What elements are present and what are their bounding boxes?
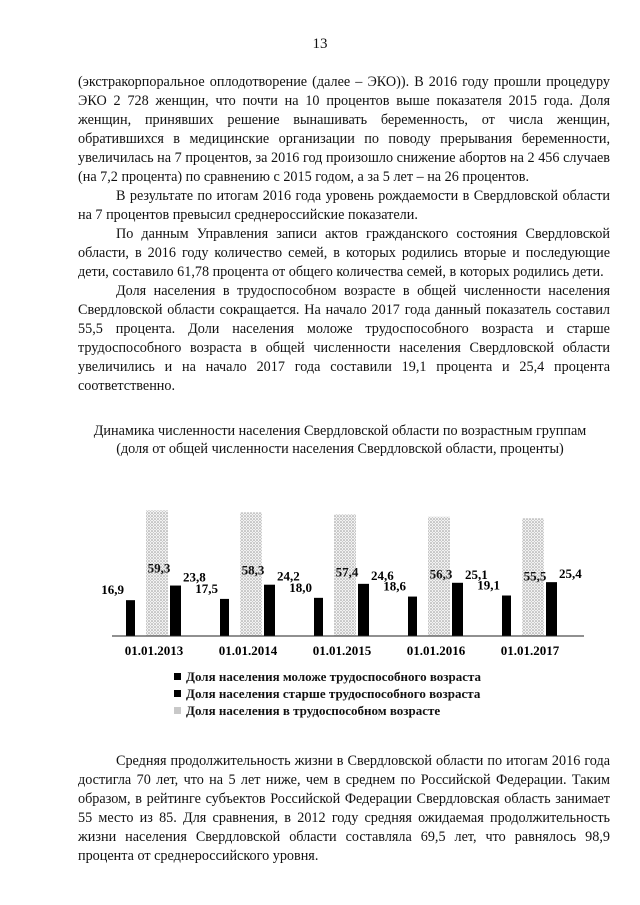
legend-label: Доля населения моложе трудоспособного возраста bbox=[186, 669, 482, 684]
legend-label: Доля населения старше трудоспособного возраста bbox=[186, 686, 481, 701]
data-label: 18,0 bbox=[289, 579, 312, 595]
bar-old bbox=[452, 583, 463, 636]
data-label: 25,4 bbox=[559, 566, 582, 582]
category-label: 01.01.2015 bbox=[312, 643, 372, 658]
data-label: 57,4 bbox=[335, 564, 359, 580]
population-bar-chart bbox=[101, 464, 592, 664]
data-label: 55,5 bbox=[523, 568, 547, 584]
data-label: 58,3 bbox=[241, 562, 265, 578]
legend-swatch-working bbox=[174, 707, 181, 714]
paragraph: Средняя продолжительность жизни в Свердловской области по итогам 2016 года достигла 70 лет, что на 5 лет ниже, чем в среднем по Российской Федерации. Таким образом, в рейтинге субъектов Российской Федерации Свердловская область занимает 55 место из 85. Для сравнения, в 2012 году средняя ожидаемая продолжительность жизни населения Свердловской области составляла 69,5 лет, что равнялось 98,9 процента от среднероссийского уровня. bbox=[78, 753, 610, 864]
data-label: 56,3 bbox=[429, 566, 453, 582]
legend-label: Доля населения в трудоспособном возрасте bbox=[186, 703, 441, 718]
data-label: 16,9 bbox=[101, 582, 124, 598]
data-label: 25,1 bbox=[465, 566, 488, 582]
body-text-bottom bbox=[78, 752, 610, 866]
legend-swatch-young bbox=[174, 673, 181, 680]
page-number: 13 bbox=[312, 36, 328, 52]
chart-title bbox=[60, 422, 620, 458]
data-label: 59,3 bbox=[147, 560, 171, 576]
data-label: 18,6 bbox=[383, 578, 406, 594]
category-label: 01.01.2016 bbox=[406, 643, 466, 658]
data-label: 24,6 bbox=[371, 567, 394, 583]
paragraph: (экстракорпоральное оплодотворение (далее – ЭКО)). В 2016 году прошли процедуру ЭКО 2 728 женщин, что почти на 10 процентов выше показателя 2015 года. Доля женщин, принявших решение вынашивать беременность, от числа женщин, обратившихся в медицинские организации по поводу прерывания беременности, увеличилась на 7 процентов, за 2016 год произошло снижение абортов на 2 456 случаев (на 7,2 процента) по сравнению с 2015 годом, а за 5 лет – на 26 процентов. bbox=[78, 74, 610, 185]
legend-swatch-old bbox=[174, 690, 181, 697]
data-label: 17,5 bbox=[195, 580, 218, 596]
category-label: 01.01.2014 bbox=[218, 643, 278, 658]
bar-young bbox=[126, 600, 135, 636]
chart-legend bbox=[174, 668, 481, 719]
bar-old bbox=[264, 585, 275, 636]
data-label: 19,1 bbox=[477, 577, 500, 593]
paragraph: Доля населения в трудоспособном возрасте в общей численности населения Свердловской области сокращается. На начало 2017 года данный показатель составил 55,5 процента. Доли населения моложе трудоспособного возраста и старше трудоспособного возраста в общей численности населения Свердловской области увеличились и на начало 2017 года составили 19,1 процента и 25,4 процента соответственно. bbox=[78, 283, 610, 394]
bar-old bbox=[358, 584, 369, 636]
bar-young bbox=[502, 596, 511, 636]
legend-item bbox=[174, 668, 481, 685]
body-text-top bbox=[78, 73, 610, 396]
paragraph: В результате по итогам 2016 года уровень рождаемости в Свердловской области на 7 процентов превысил среднероссийские показатели. bbox=[78, 188, 610, 223]
category-label: 01.01.2013 bbox=[124, 643, 184, 658]
bar-young bbox=[220, 599, 229, 636]
data-label: 24,2 bbox=[277, 568, 300, 584]
legend-item bbox=[174, 702, 481, 719]
bar-young bbox=[314, 598, 323, 636]
legend-item bbox=[174, 685, 481, 702]
bar-young bbox=[408, 597, 417, 636]
chart-title-line: Динамика численности населения Свердловской области по возрастным группам bbox=[93, 423, 587, 439]
chart-subtitle-line: (доля от общей численности населения Свердловской области, проценты) bbox=[116, 441, 564, 457]
data-label: 23,8 bbox=[183, 569, 206, 585]
paragraph: По данным Управления записи актов гражданского состояния Свердловской области, в 2016 году количество семей, в которых родились вторые и последующие дети, составило 61,78 процента от общего количества семей, в которых родились дети. bbox=[78, 226, 610, 280]
bar-old bbox=[546, 582, 557, 636]
category-label: 01.01.2017 bbox=[500, 643, 560, 658]
bar-old bbox=[170, 586, 181, 636]
